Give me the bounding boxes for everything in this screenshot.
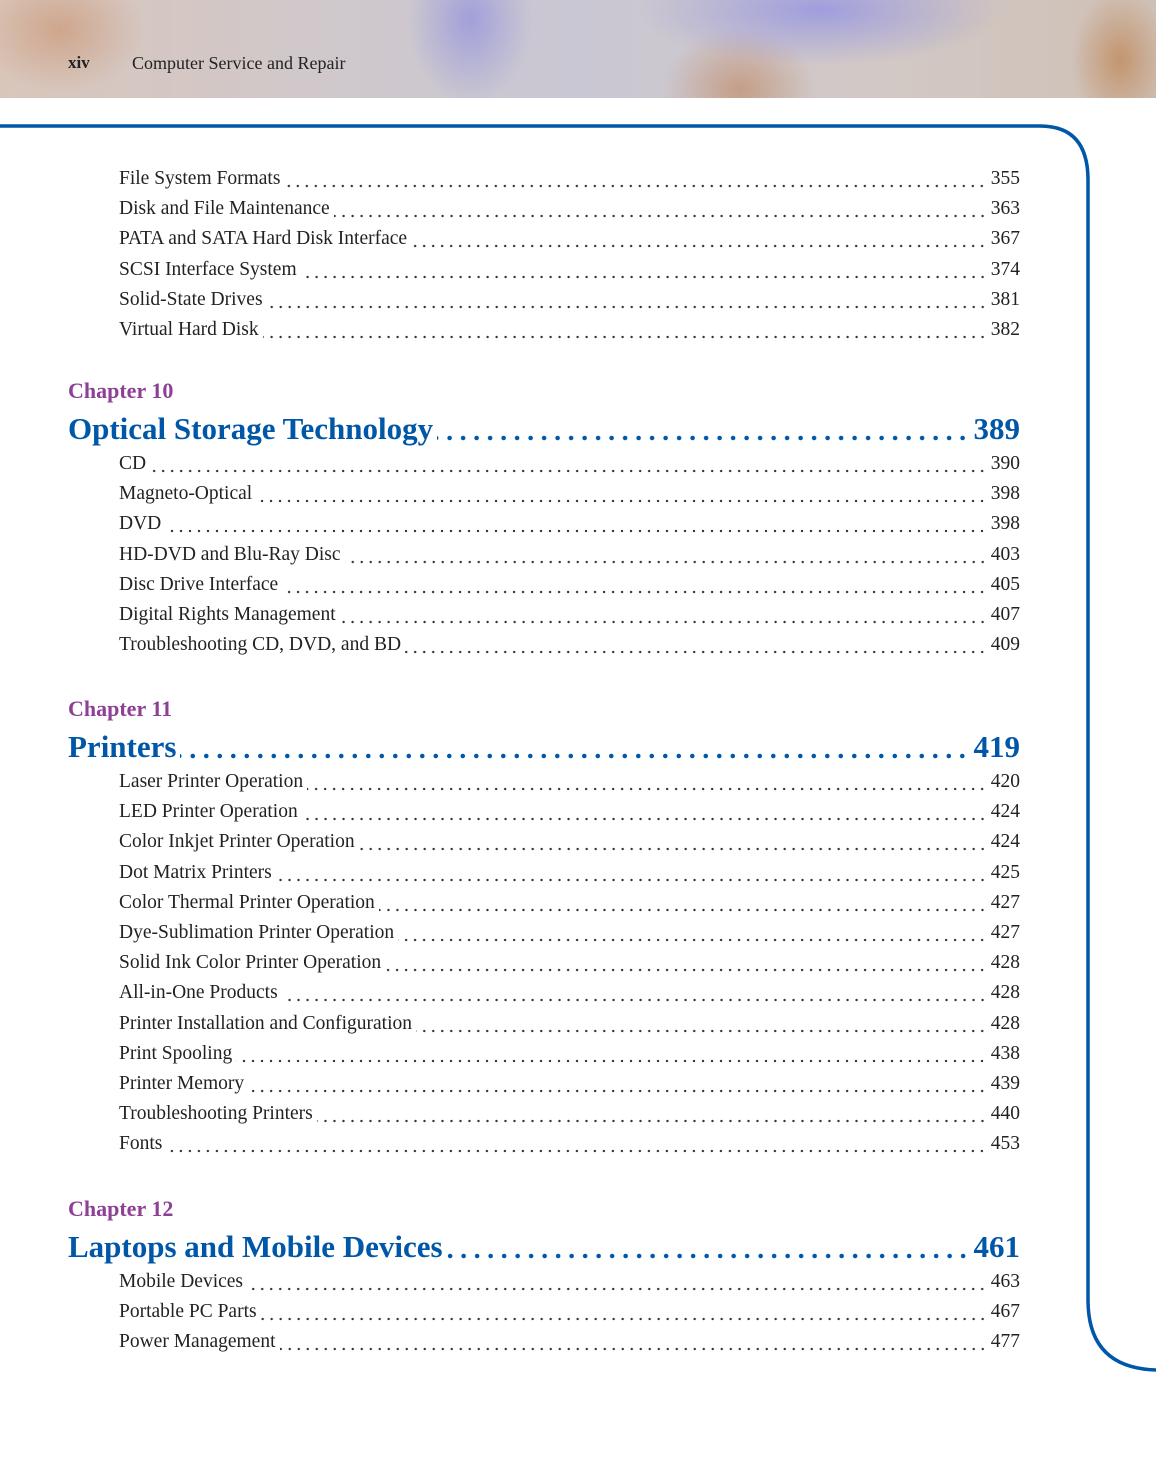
entry-title: Print Spooling <box>119 1042 233 1064</box>
toc-entry[interactable] <box>68 449 1020 479</box>
entry-page: 439 <box>990 1072 1020 1094</box>
entry-title: PATA and SATA Hard Disk Interface <box>119 228 408 250</box>
entry-page: 467 <box>990 1301 1020 1323</box>
entry-page: 428 <box>990 982 1020 1004</box>
toc-entry[interactable] <box>68 630 1020 660</box>
entry-page: 363 <box>990 198 1020 220</box>
entry-page: 409 <box>990 634 1020 656</box>
entry-title: Power Management <box>119 1331 276 1353</box>
toc-entry[interactable] <box>68 1327 1020 1357</box>
dot-leader <box>340 600 987 630</box>
entry-title: Virtual Hard Disk <box>119 318 259 340</box>
entry-title: Troubleshooting CD, DVD, and BD <box>119 634 402 656</box>
dot-leader <box>307 767 987 797</box>
dot-leader <box>317 1099 987 1129</box>
dot-leader <box>302 797 987 827</box>
dot-leader <box>284 164 986 194</box>
page-number: xiv <box>68 53 90 72</box>
toc-entry[interactable] <box>68 948 1020 978</box>
entry-title: SCSI Interface System <box>119 258 297 280</box>
entry-title: Disk and File Maintenance <box>119 198 330 220</box>
entry-page: 398 <box>990 483 1020 505</box>
entry-title: All-in-One Products <box>119 982 278 1004</box>
entry-page: 428 <box>990 1012 1020 1034</box>
entry-page: 424 <box>990 831 1020 853</box>
chapter-10 <box>68 373 1020 660</box>
entry-page: 381 <box>990 288 1020 310</box>
chapter-title-entry[interactable] <box>68 727 1020 767</box>
entry-page: 453 <box>990 1133 1020 1155</box>
entry-title: Dye-Sublimation Printer Operation <box>119 921 395 943</box>
toc-entry[interactable] <box>68 767 1020 797</box>
continued-entries <box>68 164 1020 345</box>
chapter-11 <box>68 691 1020 1159</box>
dot-leader <box>385 948 987 978</box>
dot-leader <box>405 630 987 660</box>
toc-entry[interactable] <box>68 224 1020 254</box>
chapter-label: Chapter 10 <box>68 378 174 403</box>
dot-leader <box>267 285 987 315</box>
toc-entry[interactable] <box>68 479 1020 509</box>
dot-leader <box>166 1129 986 1159</box>
entry-title: Solid Ink Color Printer Operation <box>119 952 382 974</box>
toc-entry[interactable] <box>68 509 1020 539</box>
chapter-label: Chapter 11 <box>68 696 173 721</box>
entry-page: 425 <box>990 861 1020 883</box>
toc-entry[interactable] <box>68 888 1020 918</box>
entry-page: 403 <box>990 543 1020 565</box>
chapter-title-entry[interactable] <box>68 1227 1020 1267</box>
dot-leader <box>247 1267 987 1297</box>
dot-leader <box>379 888 987 918</box>
toc-entry[interactable] <box>68 918 1020 948</box>
dot-leader <box>301 255 987 285</box>
entry-page: 355 <box>990 168 1020 189</box>
toc-entry[interactable] <box>68 164 1020 194</box>
toc-entry[interactable] <box>68 797 1020 827</box>
toc-entry[interactable] <box>68 1069 1020 1099</box>
entry-page: 428 <box>990 952 1020 974</box>
entry-title: Disc Drive Interface <box>119 573 279 595</box>
toc-entry[interactable] <box>68 255 1020 285</box>
entry-title: File System Formats <box>119 168 281 189</box>
entry-page: 390 <box>990 453 1020 474</box>
entry-title: LED Printer Operation <box>119 801 298 823</box>
entry-title: Fonts <box>119 1133 163 1155</box>
entry-page: 405 <box>990 573 1020 595</box>
entry-page: 382 <box>990 318 1020 340</box>
entry-page: 427 <box>990 891 1020 913</box>
entry-page: 407 <box>990 603 1020 625</box>
toc-entry[interactable] <box>68 1039 1020 1069</box>
chapter-title: Laptops and Mobile Devices <box>68 1229 443 1264</box>
dot-leader <box>398 918 987 948</box>
entry-title: Solid-State Drives <box>119 288 263 310</box>
dot-leader <box>437 409 969 449</box>
dot-leader <box>261 1297 987 1327</box>
toc-entry[interactable] <box>68 600 1020 630</box>
toc-entry[interactable] <box>68 978 1020 1008</box>
chapter-label: Chapter 12 <box>68 1196 174 1221</box>
dot-leader <box>345 540 987 570</box>
chapter-title: Optical Storage Technology <box>68 411 434 446</box>
entry-title: Troubleshooting Printers <box>119 1103 313 1125</box>
dot-leader <box>150 449 987 479</box>
dot-leader <box>280 1327 987 1357</box>
entry-page: 424 <box>990 801 1020 823</box>
entry-title: Magneto-Optical <box>119 483 253 505</box>
dot-leader <box>416 1009 987 1039</box>
entry-title: Digital Rights Management <box>119 603 336 625</box>
running-title: Computer Service and Repair <box>132 53 346 73</box>
dot-leader <box>276 858 987 888</box>
entry-title: Mobile Devices <box>119 1271 244 1292</box>
dot-leader <box>447 1227 970 1267</box>
entry-page: 374 <box>990 258 1020 280</box>
entry-title: Dot Matrix Printers <box>119 861 272 883</box>
dot-leader <box>334 194 987 224</box>
toc-entry[interactable] <box>68 1267 1020 1297</box>
toc-entry[interactable] <box>68 827 1020 857</box>
toc-entry[interactable] <box>68 194 1020 224</box>
chapter-title-entry[interactable] <box>68 409 1020 449</box>
toc-entry[interactable] <box>68 1129 1020 1159</box>
chapter-title: Printers <box>68 729 177 764</box>
dot-leader <box>282 570 987 600</box>
dot-leader <box>236 1039 987 1069</box>
entry-title: Laser Printer Operation <box>119 771 304 792</box>
chapter-page: 419 <box>973 729 1020 764</box>
toc-entry[interactable] <box>68 1009 1020 1039</box>
entry-title: CD <box>119 453 147 474</box>
dot-leader <box>359 827 987 857</box>
chapter-12 <box>68 1191 1020 1358</box>
toc-entry[interactable] <box>68 858 1020 888</box>
entry-page: 438 <box>990 1042 1020 1064</box>
toc-entry[interactable] <box>68 1099 1020 1129</box>
toc-entry[interactable] <box>68 285 1020 315</box>
chapter-page: 461 <box>973 1229 1020 1264</box>
chapter-page: 389 <box>973 411 1020 446</box>
dot-leader <box>282 978 987 1008</box>
entry-title: Printer Installation and Configuration <box>119 1012 412 1034</box>
dot-leader <box>411 224 987 254</box>
entry-title: Portable PC Parts <box>119 1301 257 1323</box>
toc-entry[interactable] <box>68 540 1020 570</box>
entry-page: 440 <box>990 1103 1020 1125</box>
dot-leader <box>165 509 987 539</box>
toc-entry[interactable] <box>68 1297 1020 1327</box>
entry-page: 398 <box>990 513 1020 535</box>
dot-leader <box>263 315 987 345</box>
toc-entry[interactable] <box>68 570 1020 600</box>
entry-title: Color Inkjet Printer Operation <box>119 831 355 853</box>
dot-leader <box>248 1069 987 1099</box>
entry-page: 367 <box>990 228 1020 250</box>
dot-leader <box>180 727 969 767</box>
entry-title: DVD <box>119 513 162 535</box>
entry-page: 463 <box>990 1271 1020 1292</box>
dot-leader <box>256 479 987 509</box>
entry-page: 420 <box>990 771 1020 792</box>
entry-title: Color Thermal Printer Operation <box>119 891 375 913</box>
entry-page: 427 <box>990 921 1020 943</box>
entry-title: Printer Memory <box>119 1072 245 1094</box>
entry-title: HD-DVD and Blu-Ray Disc <box>119 543 341 565</box>
entry-page: 477 <box>990 1331 1020 1353</box>
toc-entry[interactable] <box>68 315 1020 345</box>
